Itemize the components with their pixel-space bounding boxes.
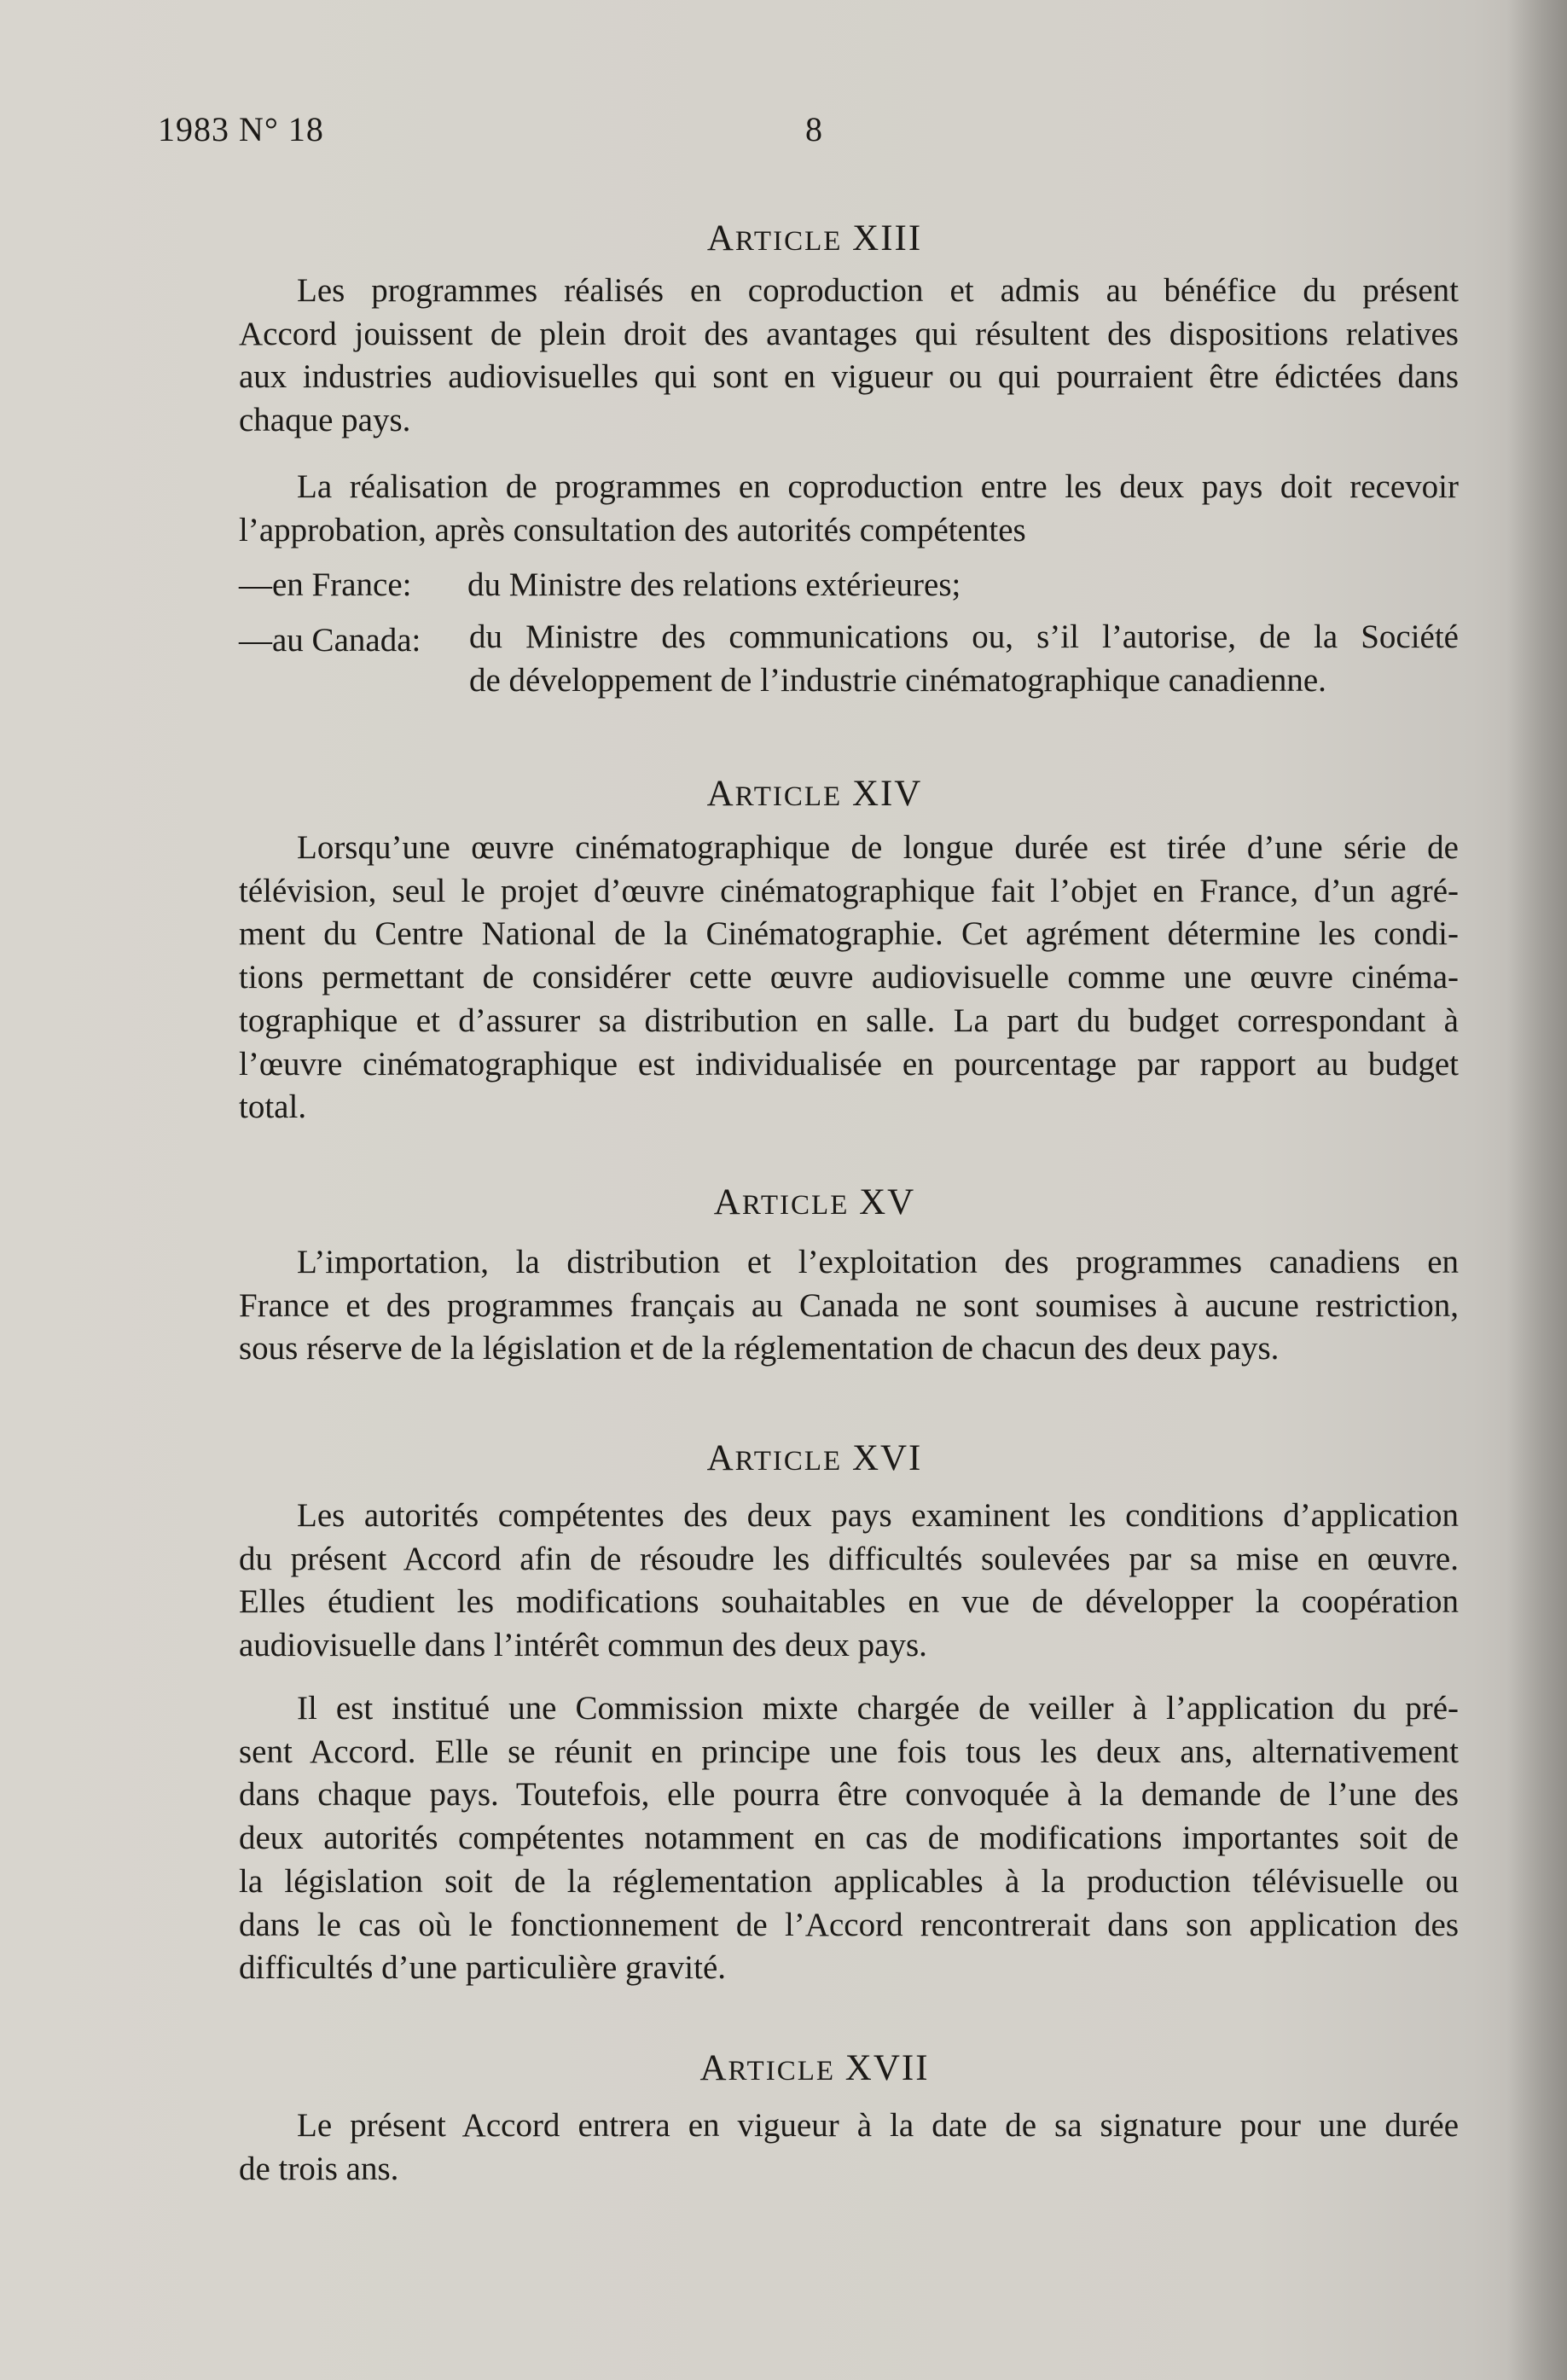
- article-paragraph: [239, 466, 1459, 552]
- text-line: Les programmes réalisés en coproduction et admis au bénéfice du présent: [297, 272, 1459, 309]
- text-line: difficultés d’une particulière gravité.: [239, 1949, 727, 1987]
- text-line: dans chaque pays. Toutefois, elle pourra être convoquée à la demande de l’une des: [239, 1776, 1459, 1814]
- article-heading: ARTICLE XVII: [699, 2048, 930, 2088]
- article-paragraph: [239, 2104, 1459, 2191]
- text-line: Elles étudient les modifications souhaitables en vue de développer la coopération: [239, 1583, 1459, 1621]
- text-line: Accord jouissent de plein droit des avantages qui résultent des dispositions relatives: [239, 315, 1459, 352]
- text-line: de trois ans.: [239, 2150, 399, 2187]
- list-text-france: du Ministre des relations extérieures;: [467, 566, 961, 603]
- text-line: sous réserve de la législation et de la réglementation de chacun des deux pays.: [239, 1330, 1280, 1367]
- text-line: tographique et d’assurer sa distribution en salle. La part du budget correspondant à: [239, 1001, 1459, 1039]
- text-line: du présent Accord afin de résoudre les difficultés soulevées par sa mise en œuvre.: [239, 1540, 1459, 1577]
- list-label-canada: —au Canada:: [239, 622, 421, 659]
- text-line: Il est institué une Commission mixte chargée de veiller à l’application du pré-: [297, 1690, 1459, 1727]
- text-line: de développement de l’industrie cinématographique canadienne.: [469, 661, 1326, 699]
- article-paragraph: [239, 1241, 1459, 1371]
- list-label-france: —en France:: [239, 566, 412, 603]
- text-line: télévision, seul le projet d’œuvre cinématographique fait l’objet en France, d’un agré-: [239, 872, 1459, 909]
- text-line: chaque pays.: [239, 402, 411, 439]
- document-number: 1983 N° 18: [158, 110, 324, 148]
- article-heading: ARTICLE XV: [713, 1182, 916, 1222]
- article-heading: ARTICLE XIV: [706, 774, 923, 814]
- text-line: l’approbation, après consultation des autorités compétentes: [239, 511, 1026, 549]
- text-line: sent Accord. Elle se réunit en principe une fois tous les deux ans, alternativement: [239, 1733, 1459, 1770]
- text-line: ment du Centre National de la Cinématographie. Cet agrément détermine les condi-: [239, 915, 1459, 953]
- text-line: du Ministre des communications ou, s’il l’autorise, de la Société: [469, 618, 1459, 655]
- text-line: tions permettant de considérer cette œuvre audiovisuelle comme une œuvre cinéma-: [239, 959, 1459, 996]
- article-paragraph: [239, 270, 1459, 443]
- text-line: La réalisation de programmes en coproduction entre les deux pays doit recevoir: [297, 468, 1459, 505]
- text-line: Le présent Accord entrera en vigueur à la date de sa signature pour une durée: [297, 2107, 1459, 2144]
- article-paragraph: [239, 1495, 1459, 1668]
- text-line: total.: [239, 1088, 307, 1126]
- text-line: Les autorités compétentes des deux pays examinent les conditions d’application: [297, 1497, 1459, 1534]
- text-line: deux autorités compétentes notamment en cas de modifications importantes soit de: [239, 1820, 1459, 1857]
- page-number: 8: [805, 110, 823, 148]
- article-heading: ARTICLE XIII: [706, 218, 923, 258]
- text-line: L’importation, la distribution et l’exploitation des programmes canadiens en: [297, 1244, 1459, 1280]
- text-line: l’œuvre cinématographique est individualisée en pourcentage par rapport au budget: [239, 1045, 1459, 1083]
- list-text-canada: [469, 616, 1459, 702]
- article-heading: ARTICLE XVI: [706, 1438, 923, 1478]
- text-line: la législation soit de la réglementation applicables à la production télévisuelle ou: [239, 1862, 1459, 1900]
- text-line: audiovisuelle dans l’intérêt commun des deux pays.: [239, 1627, 927, 1664]
- article-paragraph: [239, 1687, 1459, 1990]
- text-line: Lorsqu’une œuvre cinématographique de longue durée est tirée d’une série de: [297, 829, 1459, 866]
- text-line: France et des programmes français au Canada ne sont soumises à aucune restriction,: [239, 1286, 1459, 1324]
- text-line: aux industries audiovisuelles qui sont en vigueur ou qui pourraient être édictées dans: [239, 358, 1459, 396]
- text-line: dans le cas où le fonctionnement de l’Accord rencontrerait dans son application des: [239, 1906, 1459, 1943]
- article-paragraph: [239, 827, 1459, 1129]
